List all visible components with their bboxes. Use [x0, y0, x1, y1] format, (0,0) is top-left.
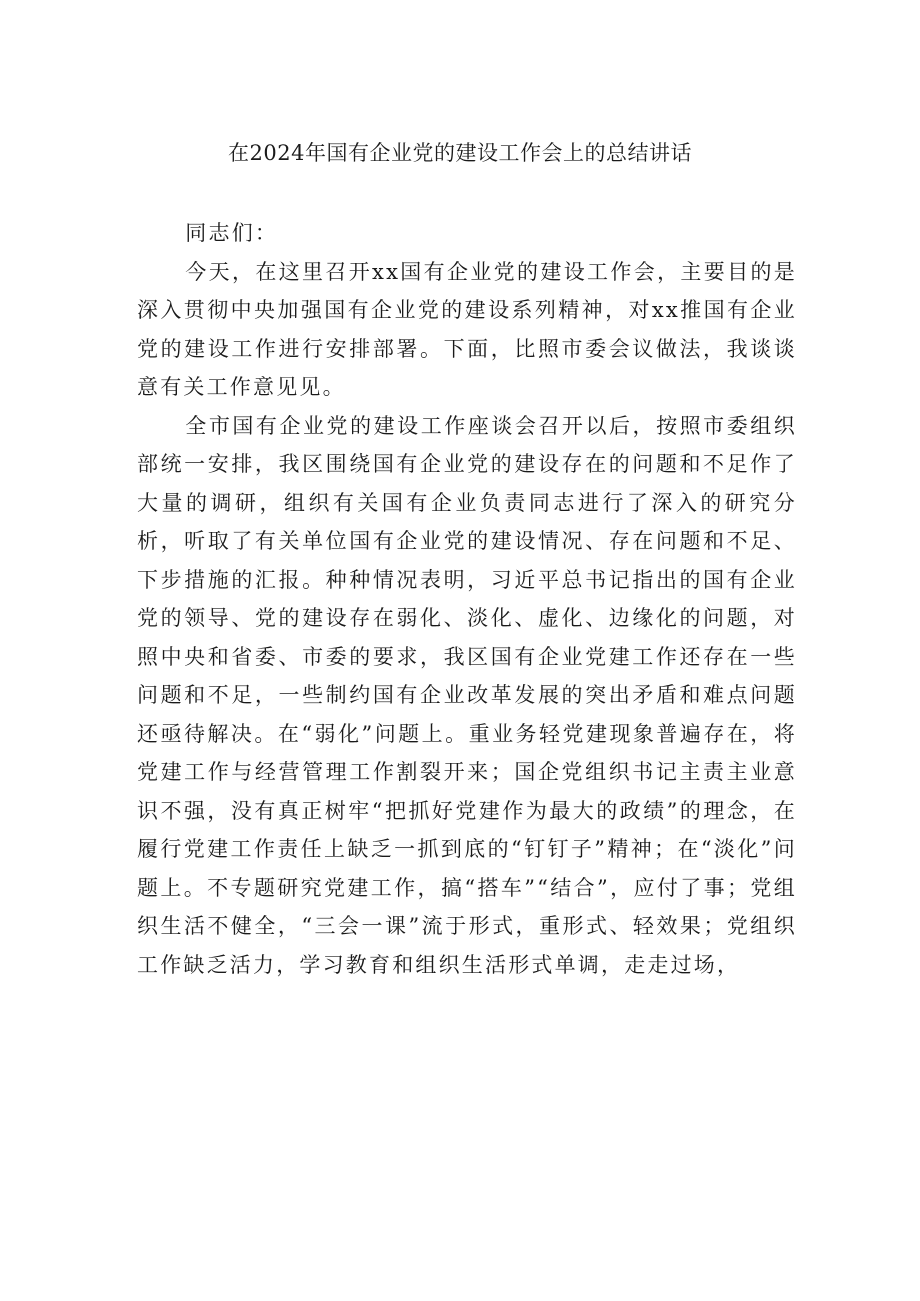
salutation: 同志们： [185, 221, 279, 245]
document-body [137, 214, 797, 984]
paragraph-2: 全市国有企业党的建设工作座谈会召开以后，按照市委组织部统一安排，我区围绕国有企业党的建设存在的问题和不足作了大量的调研，组织有关国有企业负责同志进行了深入的研究分析，听取了有关单位国有企业党的建设情况、存在问题和不足、下步措施的汇报。种种情况表明，习近平总书记指出的国有企业党的领导、党的建设存在弱化、淡化、虚化、边缘化的问题，对照中央和省委、市委的要求，我区国有企业党建工作还存在一些问题和不足，一些制约国有企业改革发展的突出矛盾和难点问题还亟待解决。在“弱化”问题上。重业务轻党建现象普遍存在，将党建工作与经营管理工作割裂开来；国企党组织书记主责主业意识不强，没有真正树牢“把抓好党建作为最大的政绩”的理念，在履行党建工作责任上缺乏一抓到底的“钉钉子”精神；在“淡化”问题上。不专题研究党建工作，搞“搭车”“结合”，应付了事；党组织生活不健全，“三会一课”流于形式，重形式、轻效果；党组织工作缺乏活力，学习教育和组织生活形式单调，走走过场， [137, 413, 797, 977]
paragraph-1: 今天，在这里召开xx国有企业党的建设工作会，主要目的是深入贯彻中央加强国有企业党的建设系列精神，对xx推国有企业党的建设工作进行安排部署。下面，比照市委会议做法，我谈谈意有关工作意见见。 [137, 259, 797, 399]
document-title: 在2024年国有企业党的建设工作会上的总结讲话 [228, 141, 692, 165]
